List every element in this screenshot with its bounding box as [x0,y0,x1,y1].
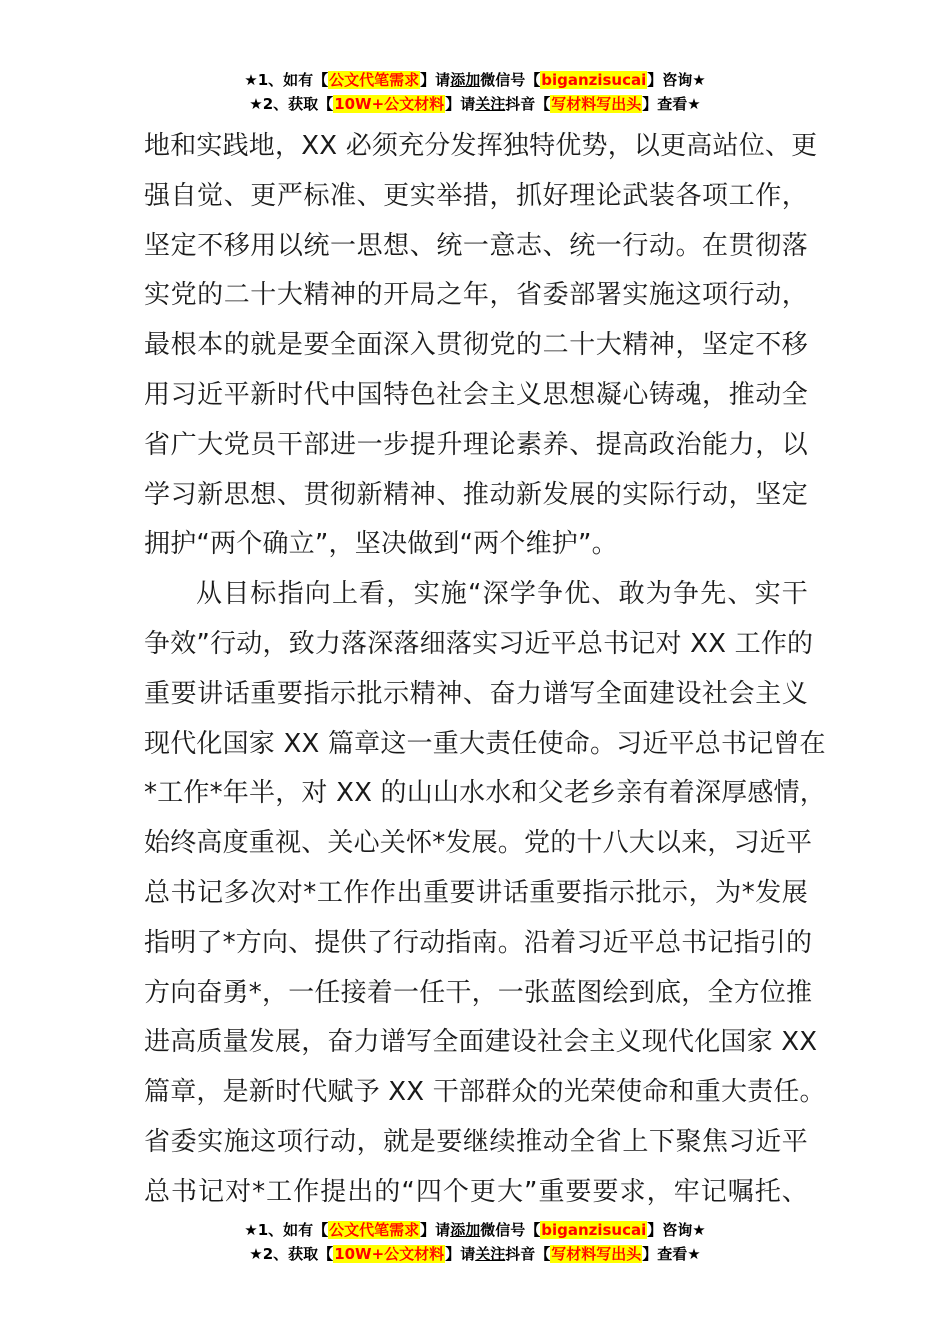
banner-text: 微信号【 [480,1221,541,1239]
banner-highlight: 10W+公文材料 [334,1245,445,1263]
text-line: 篇章，是新时代赋予 XX 干部群众的光荣使命和重大责任。 [144,1077,826,1108]
text-line: 坚定不移用以统一思想、统一意志、统一行动。在贯彻落 [144,230,808,261]
banner-line-1 [0,1218,950,1242]
text-line: 始终高度重视、关心关怀*发展。党的十八大以来，习近平 [144,828,813,859]
banner-text: 】查看★ [642,1245,701,1263]
banner-highlight: 10W+公文材料 [334,95,445,113]
banner-underlined-text: 关注 [475,1245,506,1263]
text-line: 省委实施这项行动，就是要继续推动全省上下聚焦习近平 [144,1126,808,1157]
text-line: 争效”行动，致力落深落细落实习近平总书记对 XX 工作的 [144,628,814,659]
banner-text: 】请 [420,1221,451,1239]
footer-banner [0,1218,950,1266]
text-line: 强自觉、更严标准、更实举措，抓好理论武装各项工作， [144,180,808,211]
banner-text: 】查看★ [642,95,701,113]
banner-underlined-text: 添加 [450,1221,481,1239]
banner-highlight: 公文代笔需求 [329,1221,420,1239]
banner-text: 】咨询★ [647,71,706,89]
text-line: 方向奋勇*，一任接着一任干，一张蓝图绘到底，全方位推 [144,977,813,1008]
text-line: 重要讲话重要指示批示精神、奋力谱写全面建设社会主义 [144,678,808,709]
text-line: 实党的二十大精神的开局之年，省委部署实施这项行动， [144,280,808,311]
banner-line-2 [0,92,950,116]
text-line: 进高质量发展，奋力谱写全面建设社会主义现代化国家 XX [144,1027,818,1058]
banner-text: ★1、如有【 [244,71,329,89]
text-line: 总书记对*工作提出的“四个更大”重要要求，牢记嘱托、 [144,1176,808,1207]
text-line: 地和实践地，XX 必须充分发挥独特优势，以更高站位、更 [144,131,818,161]
text-line: 最根本的就是要全面深入贯彻党的二十大精神，坚定不移 [144,330,808,361]
banner-text: 】请 [420,71,451,89]
banner-highlight: 写材料写出头 [551,1245,642,1263]
banner-line-1 [0,68,950,92]
banner-highlight: 公文代笔需求 [329,71,420,89]
banner-underlined-text: 关注 [475,95,506,113]
paragraph-start-line: 从目标指向上看，实施“深学争优、敢为争先、实干 [196,579,808,610]
text-line: 拥护“两个确立”，坚决做到“两个维护”。 [144,529,618,560]
text-line: 用习近平新时代中国特色社会主义思想凝心铸魂，推动全 [144,379,808,410]
text-line: 现代化国家 XX 篇章这一重大责任使命。习近平总书记曾在 [144,728,826,759]
banner-highlight: 写材料写出头 [551,95,642,113]
text-line: 省广大党员干部进一步提升理论素养、提高政治能力，以 [144,429,808,460]
banner-text: ★1、如有【 [244,1221,329,1239]
banner-underlined-text: 添加 [450,71,481,89]
banner-text: 抖音【 [505,95,551,113]
banner-text: 】咨询★ [647,1221,706,1239]
text-line: *工作*年半，对 XX 的山山水水和父老乡亲有着深厚感情， [144,778,826,809]
banner-highlight: biganzisucai [541,71,647,89]
banner-text: 】请 [445,95,476,113]
banner-text: 】请 [445,1245,476,1263]
banner-text: ★2、获取【 [249,1245,334,1263]
text-line: 总书记多次对*工作作出重要讲话重要指示批示，为*发展 [144,877,808,908]
text-line: 指明了*方向、提供了行动指南。沿着习近平总书记指引的 [144,927,813,958]
text-line: 学习新思想、贯彻新精神、推动新发展的实际行动，坚定 [144,479,808,510]
banner-highlight: biganzisucai [541,1221,647,1239]
banner-text: 抖音【 [505,1245,551,1263]
banner-text: 微信号【 [480,71,541,89]
header-banner [0,68,950,116]
document-body [144,122,826,1218]
banner-line-2 [0,1242,950,1266]
banner-text: ★2、获取【 [249,95,334,113]
